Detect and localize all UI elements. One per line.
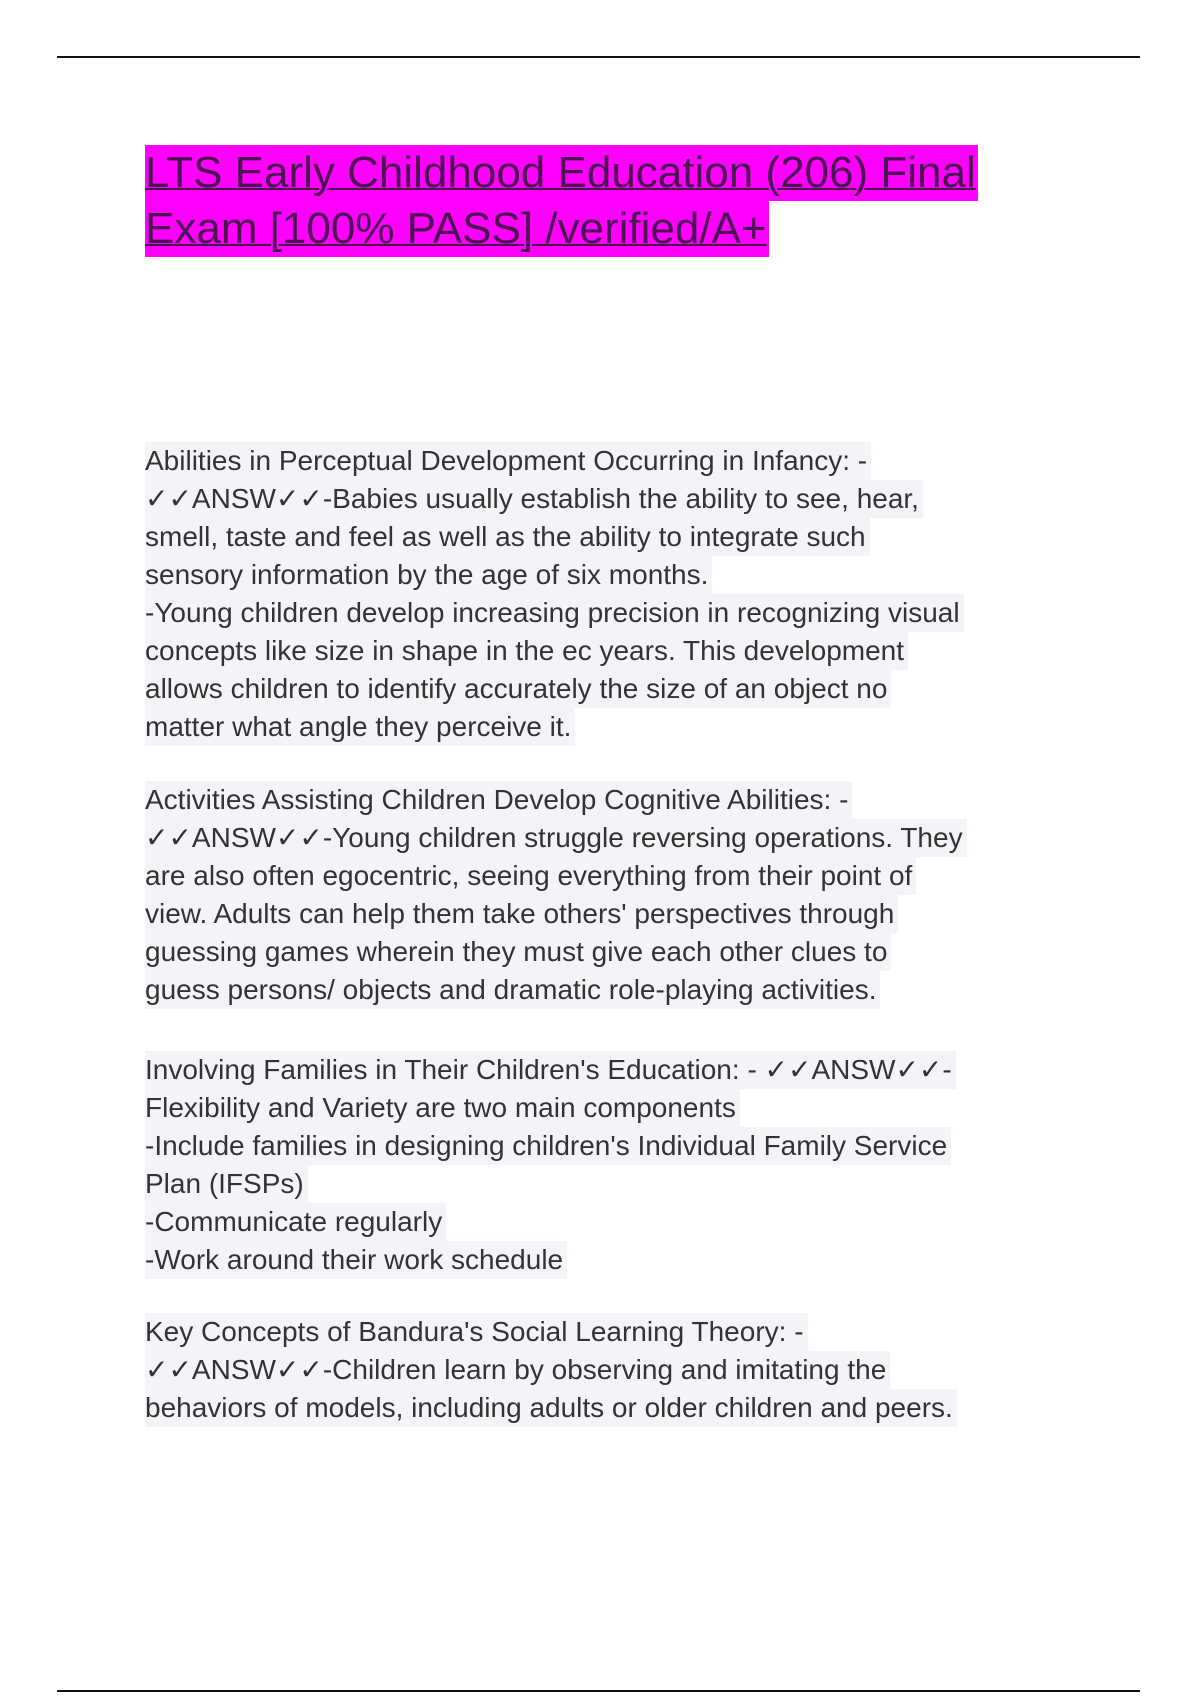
text-line: ✓✓ANSW✓✓-Babies usually establish the ability to see, hear, [145,480,923,518]
text-line: ✓✓ANSW✓✓-Children learn by observing and imitating the [145,1351,890,1389]
text-line: guessing games wherein they must give each other clues to [145,933,891,971]
text-line: guess persons/ objects and dramatic role-playing activities. [145,971,880,1009]
text-line: allows children to identify accurately the size of an object no [145,670,891,708]
text-line: ✓✓ANSW✓✓-Young children struggle reversing operations. They [145,819,967,857]
text-line: Involving Families in Their Children's Education: - ✓✓ANSW✓✓- [145,1051,956,1089]
text-line: concepts like size in shape in the ec years. This development [145,632,908,670]
title-line: LTS Early Childhood Education (206) Final [145,145,978,201]
text-line: Abilities in Perceptual Development Occurring in Infancy: - [145,442,871,480]
bottom-rule [57,1690,1140,1692]
qa-bandura-theory [145,1313,957,1427]
qa-involving-families [145,1051,956,1279]
text-line: -Work around their work schedule [145,1241,567,1279]
text-line: -Communicate regularly [145,1203,446,1241]
text-line: smell, taste and feel as well as the ability to integrate such [145,518,870,556]
text-line: Activities Assisting Children Develop Cognitive Abilities: - [145,781,852,819]
title-line: Exam [100% PASS] /verified/A+ [145,201,769,257]
qa-perceptual-development [145,442,964,746]
text-line: Key Concepts of Bandura's Social Learning Theory: - [145,1313,808,1351]
text-line: -Young children develop increasing precision in recognizing visual [145,594,964,632]
text-line: sensory information by the age of six months. [145,556,712,594]
text-line: matter what angle they perceive it. [145,708,575,746]
qa-cognitive-abilities [145,781,967,1009]
text-line: are also often egocentric, seeing everything from their point of [145,857,916,895]
text-line: Plan (IFSPs) [145,1165,308,1203]
text-line: Flexibility and Variety are two main components [145,1089,740,1127]
text-line: behaviors of models, including adults or older children and peers. [145,1389,957,1427]
document-title [145,145,978,257]
text-line: -Include families in designing children's Individual Family Service [145,1127,951,1165]
text-line: view. Adults can help them take others' perspectives through [145,895,898,933]
top-rule [57,56,1140,58]
